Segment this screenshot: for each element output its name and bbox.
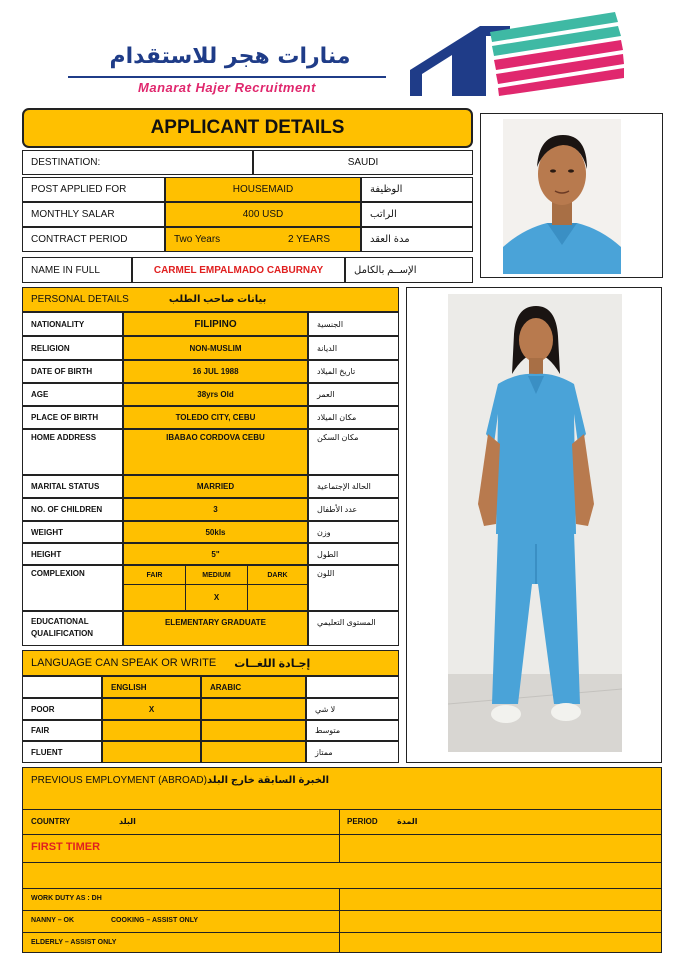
- contract-value-left: Two Years: [174, 234, 221, 245]
- destination-value: SAUDI: [253, 150, 473, 175]
- weight-label: WEIGHT: [22, 521, 123, 543]
- education-label: EDUCATIONAL QUALIFICATION: [22, 611, 123, 646]
- language-col-arabic: ARABIC: [201, 676, 306, 698]
- education-value: ELEMENTARY GRADUATE: [123, 611, 308, 646]
- age-label: AGE: [22, 383, 123, 406]
- language-heading-text: LANGUAGE CAN SPEAK OR WRITE: [31, 657, 217, 669]
- marital-label: MARITAL STATUS: [22, 475, 123, 498]
- language-fluent-label: FLUENT: [22, 741, 102, 763]
- language-poor-label: POOR: [22, 698, 102, 720]
- employment-heading-text: PREVIOUS EMPLOYMENT (ABROAD): [31, 775, 207, 786]
- address-value: IBABAO CORDOVA CEBU: [123, 429, 308, 475]
- religion-arabic: الديانة: [308, 336, 399, 360]
- language-fair-english: [102, 720, 201, 741]
- language-fair-label-ar: متوسط: [306, 720, 399, 741]
- personal-heading-text: PERSONAL DETAILS: [31, 294, 129, 305]
- brand-underline: [68, 76, 386, 78]
- language-col-english: ENGLISH: [102, 676, 201, 698]
- portrait-photo-frame: [480, 113, 663, 278]
- salary-value: 400 USD: [165, 202, 361, 227]
- personal-details-heading: [22, 287, 399, 312]
- age-arabic: العمر: [308, 383, 399, 406]
- portrait-photo: [503, 119, 621, 274]
- page-title: [22, 108, 473, 148]
- complexion-fair: FAIR: [124, 566, 186, 585]
- employment-period-label: PERIOD: [347, 817, 378, 826]
- language-poor-english: X: [102, 698, 201, 720]
- language-fair-label: FAIR: [22, 720, 102, 741]
- language-fluent-english: [102, 741, 201, 763]
- height-row: [22, 543, 399, 565]
- children-label: NO. OF CHILDREN: [22, 498, 123, 521]
- education-row: [22, 611, 399, 646]
- marital-value: MARRIED: [123, 475, 308, 498]
- employment-duty-cooking: COOKING – ASSIST ONLY: [111, 917, 198, 924]
- name-arabic: الإســم بالكامل: [345, 257, 473, 283]
- name-label: NAME IN FULL: [22, 257, 132, 283]
- dob-arabic: تاريخ الميلاد: [308, 360, 399, 383]
- pob-arabic: مكان الميلاد: [308, 406, 399, 429]
- employment-heading: [31, 775, 329, 786]
- pob-label: PLACE OF BIRTH: [22, 406, 123, 429]
- dob-label: DATE OF BIRTH: [22, 360, 123, 383]
- employment-duty-nanny: NANNY – OK: [31, 917, 75, 924]
- weight-value: 50kls: [123, 521, 308, 543]
- brand-english-name: Manarat Hajer Recruitment: [138, 80, 316, 95]
- age-value: 38yrs Old: [123, 383, 308, 406]
- dob-row: [22, 360, 399, 383]
- nationality-value: FILIPINO: [123, 312, 308, 336]
- marital-arabic: الحالة الإجتماعية: [308, 475, 399, 498]
- children-arabic: عدد الأطفال: [308, 498, 399, 521]
- religion-label: RELIGION: [22, 336, 123, 360]
- religion-row: [22, 336, 399, 360]
- employment-entry: FIRST TIMER: [31, 841, 101, 853]
- pob-value: TOLEDO CITY, CEBU: [123, 406, 308, 429]
- nationality-label: NATIONALITY: [22, 312, 123, 336]
- language-fluent-arabic: [201, 741, 306, 763]
- salary-label: MONTHLY SALAR: [22, 202, 165, 227]
- contract-arabic: مدة العقد: [361, 227, 473, 252]
- employment-heading-arabic: الخبرة السابقة خارج البلد: [206, 775, 330, 786]
- employment-duty-label: WORK DUTY AS : DH: [31, 895, 102, 902]
- language-heading-arabic: إجـادة اللغــات: [234, 657, 311, 670]
- destination-row: [22, 150, 473, 175]
- complexion-arabic: اللون: [308, 565, 399, 611]
- complexion-mark: X: [186, 585, 248, 610]
- name-row: [22, 257, 473, 283]
- employment-section: [22, 767, 662, 953]
- contract-label: CONTRACT PERIOD: [22, 227, 165, 252]
- complexion-row: [22, 565, 399, 611]
- contract-row: [22, 227, 473, 252]
- post-value: HOUSEMAID: [165, 177, 361, 202]
- brand-arabic-name: منارات هجر للاستقدام: [109, 44, 351, 69]
- nationality-row: [22, 312, 399, 336]
- salary-row: [22, 202, 473, 227]
- employment-country-label: COUNTRY: [31, 817, 71, 826]
- full-body-photo: [448, 294, 622, 752]
- address-label: HOME ADDRESS: [22, 429, 123, 475]
- destination-label: DESTINATION:: [22, 150, 253, 175]
- post-label: POST APPLIED FOR: [22, 177, 165, 202]
- full-body-photo-frame: [406, 287, 662, 763]
- building-logo-icon: [400, 8, 625, 98]
- children-value: 3: [123, 498, 308, 521]
- language-corner: [22, 676, 102, 698]
- age-row: [22, 383, 399, 406]
- employment-duty-elderly: ELDERLY – ASSIST ONLY: [31, 939, 117, 946]
- language-fair-arabic: [201, 720, 306, 741]
- height-value: 5": [123, 543, 308, 565]
- language-fluent-label-ar: ممتاز: [306, 741, 399, 763]
- language-row-fair: [22, 720, 399, 741]
- language-columns-row: [22, 676, 399, 698]
- address-row: [22, 429, 399, 475]
- education-arabic: المستوى التعليمي: [308, 611, 399, 646]
- personal-heading-arabic: بيانات صاحب الطلب: [168, 294, 267, 305]
- post-row: [22, 177, 473, 202]
- name-value: CARMEL EMPALMADO CABURNAY: [132, 257, 345, 283]
- complexion-dark: DARK: [248, 566, 307, 585]
- language-col-blank: [306, 676, 399, 698]
- children-row: [22, 498, 399, 521]
- complexion-label: COMPLEXION: [22, 565, 123, 611]
- marital-row: [22, 475, 399, 498]
- height-arabic: الطول: [308, 543, 399, 565]
- weight-arabic: وزن: [308, 521, 399, 543]
- language-heading: [22, 650, 399, 676]
- employment-period-arabic: المدة: [397, 817, 418, 826]
- address-arabic: مكان السكن: [308, 429, 399, 475]
- language-poor-label-ar: لا شي: [306, 698, 399, 720]
- post-arabic: الوظيفة: [361, 177, 473, 202]
- nationality-arabic: الجنسية: [308, 312, 399, 336]
- employment-country-arabic: البلد: [119, 817, 136, 826]
- language-row-fluent: [22, 741, 399, 763]
- contract-value: 2 YEARS: [287, 234, 330, 245]
- complexion-fair-cell: [124, 585, 186, 610]
- page-title-text: APPLICANT DETAILS: [150, 117, 345, 138]
- pob-row: [22, 406, 399, 429]
- dob-value: 16 JUL 1988: [123, 360, 308, 383]
- religion-value: NON-MUSLIM: [123, 336, 308, 360]
- complexion-medium: MEDIUM: [186, 566, 248, 585]
- salary-arabic: الراتب: [361, 202, 473, 227]
- height-label: HEIGHT: [22, 543, 123, 565]
- language-row-poor: [22, 698, 399, 720]
- weight-row: [22, 521, 399, 543]
- language-poor-arabic: [201, 698, 306, 720]
